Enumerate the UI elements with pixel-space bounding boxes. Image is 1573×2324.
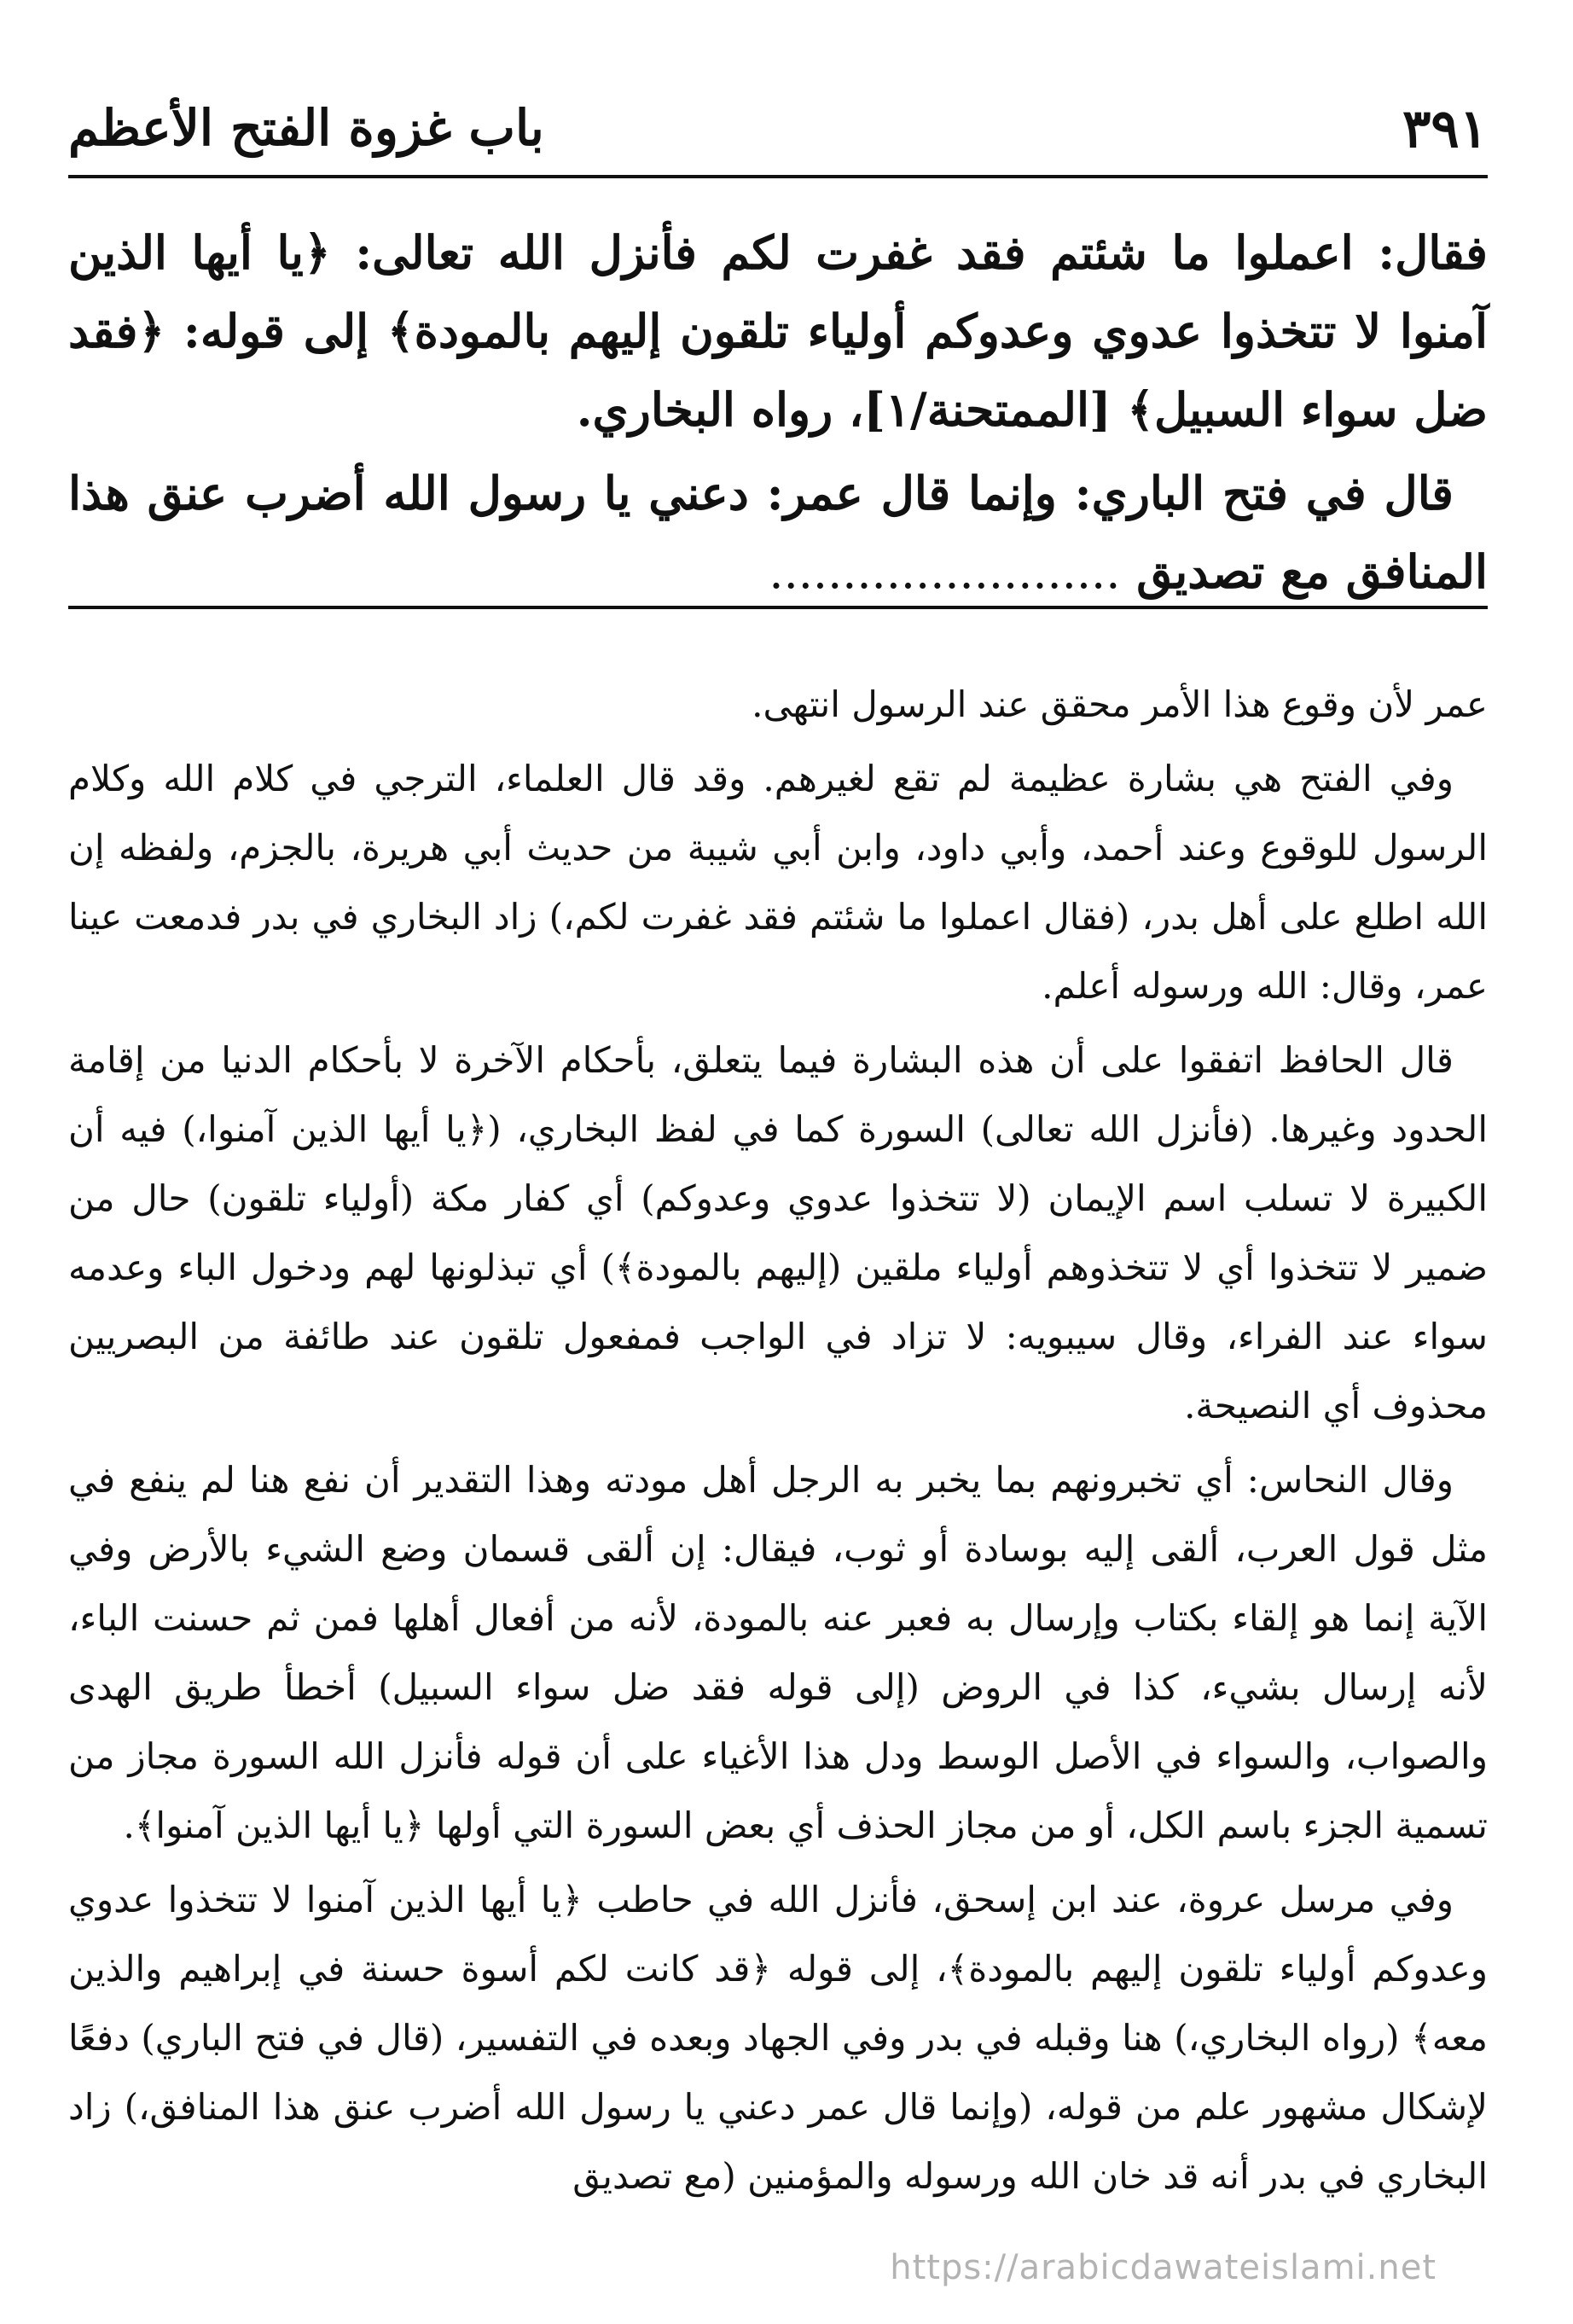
hadith-paragraph-text: قال في فتح الباري: وإنما قال عمر: دعني يا رسول الله أضرب عنق هذا المنافق مع تصديق: [68, 466, 1488, 599]
commentary-divider: [68, 606, 1488, 609]
commentary-paragraph: عمر لأن وقوع هذا الأمر محقق عند الرسول انتهى.: [752, 683, 1488, 725]
watermark-url: https://arabicdawateislami.net: [890, 2248, 1437, 2287]
header-rule: [68, 175, 1488, 178]
continuation-leaders: ........................: [769, 545, 1121, 599]
commentary-text: [68, 670, 1488, 2216]
hadith-paragraph: [68, 454, 1488, 612]
page-header: [68, 90, 1488, 166]
commentary-paragraph: وفي الفتح هي بشارة عظيمة لم تقع لغيرهم. وقد قال العلماء، الترجي في كلام الله وكلام الرسول للوقوع وعند أحمد، وأبي داود، وابن أبي شيبة من حديث أبي هريرة، بالجزم، ولفظه إن الله اطلع على أهل بدر، (فقال اعملوا ما شئتم فقد غفرت لكم،) زاد البخاري في بدر فدمعت عينا عمر، وقال: الله ورسوله أعلم.: [68, 758, 1488, 1007]
running-title: باب غزوة الفتح الأعظم: [68, 99, 544, 157]
commentary-paragraph: قال الحافظ اتفقوا على أن هذه البشارة فيما يتعلق، بأحكام الآخرة لا بأحكام الدنيا من إقامة الحدود وغيرها. (فأنزل الله تعالى) السورة كما في لفظ البخاري، (﴿يا أيها الذين آمنوا،) فيه أن الكبيرة لا تسلب اسم الإيمان (لا تتخذوا عدوي وعدوكم) أي كفار مكة (أولياء تلقون) حال من ضمير لا تتخذوا أي لا تتخذوهم أولياء ملقين (إليهم بالمودة﴾) أي تبذلونها لهم ودخول الباء وعدمه سواء عند الفراء، وقال سيبويه: لا تزاد في الواجب فمفعول تلقون عند طائفة من البصريين محذوف أي النصيحة.: [68, 1039, 1488, 1426]
commentary-paragraph: وقال النحاس: أي تخبرونهم بما يخبر به الرجل أهل مودته وهذا التقدير أن نفع هنا لم ينفع في مثل قول العرب، ألقى إليه بوسادة أو ثوب، فيقال: إن ألقى قسمان وضع الشيء بالأرض وفي الآية إنما هو إلقاء بكتاب وإرسال به فعبر عنه بالمودة، لأنه من أفعال أهلها فمن ثم حسنت الباء، لأنه إرسال بشيء، كذا في الروض (إلى قوله فقد ضل سواء السبيل) أخطأ طريق الهدى والصواب، والسواء في الأصل الوسط ودل هذا الأغياء على أن قوله فأنزل الله السورة مجاز من تسمية الجزء باسم الكل، أو من مجاز الحذف أي بعض السورة التي أولها ﴿يا أيها الذين آمنوا﴾.: [68, 1459, 1488, 1846]
hadith-text: [68, 213, 1488, 617]
page-number: ٣٩١: [1402, 96, 1488, 160]
commentary-paragraph: وفي مرسل عروة، عند ابن إسحق، فأنزل الله في حاطب ﴿يا أيها الذين آمنوا لا تتخذوا عدوي وعدوكم أولياء تلقون إليهم بالمودة﴾، إلى قوله ﴿قد كانت لكم أسوة حسنة في إبراهيم والذين معه﴾ (رواه البخاري،) هنا وقبله في بدر وفي الجهاد وبعده في التفسير، (قال في فتح الباري) دفعًا لإشكال مشهور علم من قوله، (وإنما قال عمر دعني يا رسول الله أضرب عنق هذا المنافق،) زاد البخاري في بدر أنه قد خان الله ورسوله والمؤمنين (مع تصديق: [68, 1879, 1488, 2197]
hadith-paragraph: فقال: اعملوا ما شئتم فقد غفرت لكم فأنزل الله تعالى: ﴿يا أيها الذين آمنوا لا تتخذوا عدوي وعدوكم أولياء تلقون إليهم بالمودة﴾ إلى قوله: ﴿فقد ضل سواء السبيل﴾ [الممتحنة/١]، رواه البخاري.: [68, 225, 1488, 437]
